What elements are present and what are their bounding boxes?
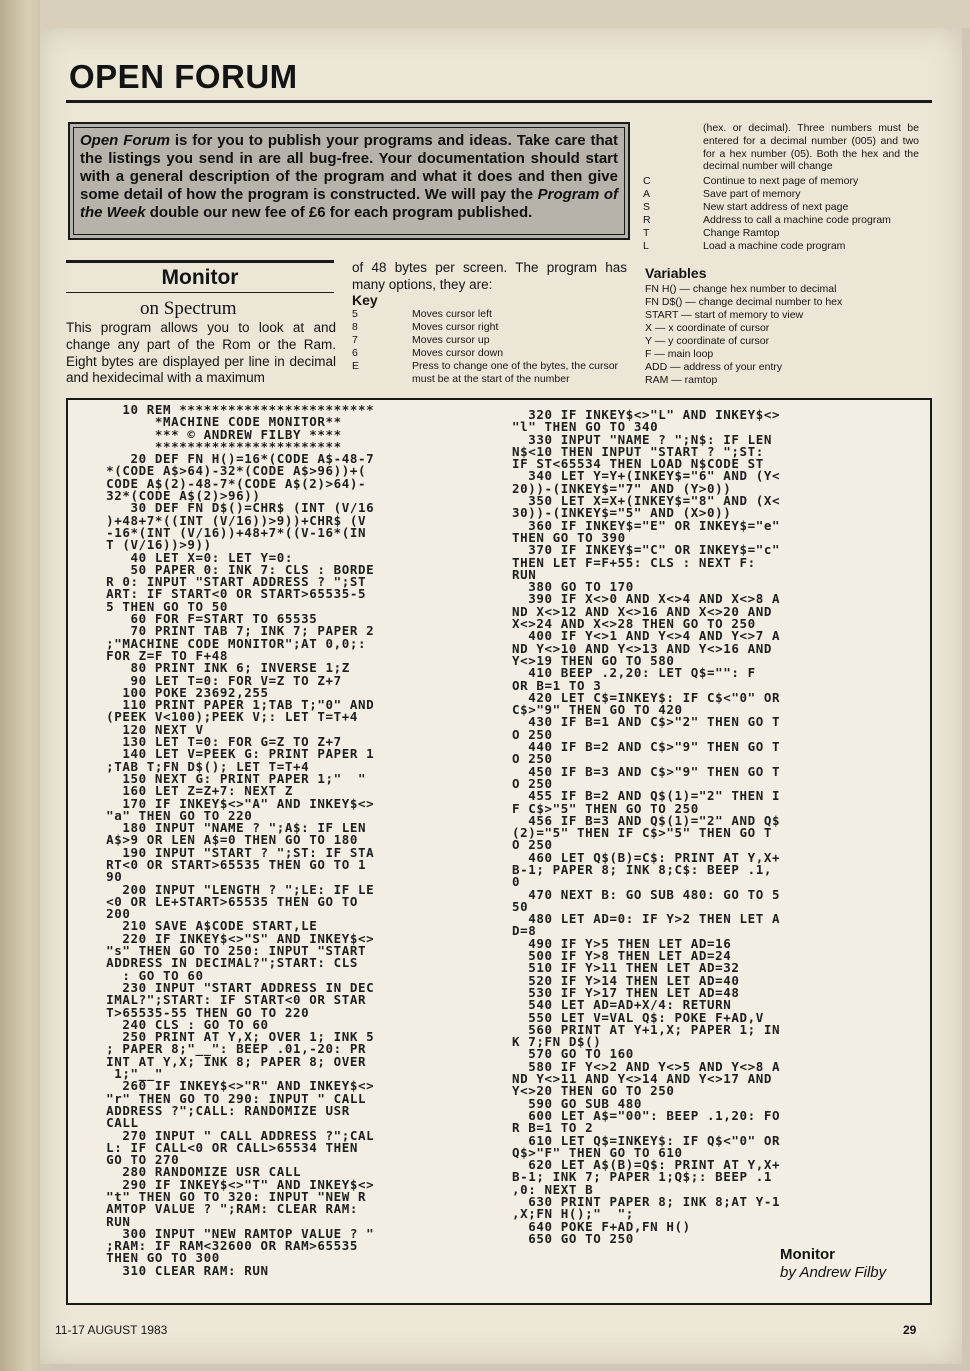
page-number: 29 (903, 1323, 917, 1337)
variable-row: Y — y coordinate of cursor (645, 335, 770, 347)
command-key: C (643, 175, 651, 187)
key-desc: Moves cursor down (412, 347, 504, 359)
key-desc: Moves cursor up (412, 334, 490, 346)
listing-line: 390 IF X<>0 AND X<>4 AND X<>8 A (512, 591, 781, 607)
variable-row: ADD — address of your entry (645, 361, 783, 373)
intro-box (68, 122, 630, 240)
command-row (643, 188, 800, 201)
listing-line: 50 PAPER 0: INK 7: CLS : BORDE (98, 561, 375, 577)
listing-line: 300 INPUT "NEW RAMTOP VALUE ? " (98, 1225, 375, 1241)
signature-title: Monitor (780, 1246, 835, 1263)
listing-line: O 250 (512, 726, 553, 742)
listing-line: D=8 (512, 923, 537, 939)
listing-line: 420 LET C$=INKEY$: IF C$<"0" OR (512, 689, 781, 705)
listing-line: "a" THEN GO TO 220 (98, 807, 253, 823)
listing-line: 32*(CODE A$(2)>96)) (98, 488, 261, 504)
listing-line: B-1; INK 7; PAPER 1;Q$;: BEEP .1 (512, 1169, 773, 1185)
command-key: L (643, 239, 649, 252)
listing-line: RUN (98, 1213, 131, 1229)
listing-line: ND Y<>11 AND Y<>14 AND Y<>17 AND (512, 1071, 773, 1087)
listing-line: Y<>19 THEN GO TO 580 (512, 652, 675, 668)
listing-line: 540 LET AD=AD+X/4: RETURN (512, 997, 732, 1013)
listing-line: FOR Z=F TO F+48 (98, 647, 229, 663)
key-code: E (352, 360, 360, 372)
listing-line: Q$>"F" THEN GO TO 610 (512, 1144, 683, 1160)
listing-line: 450 IF B=3 AND C$>"9" THEN GO T (512, 763, 781, 779)
commands-intro: (hex. or decimal). Three numbers must be entered for a decimal number (005) and two for a hex number (05). Both the hex and the decimal number will change (703, 122, 919, 173)
article-title: Monitor (161, 266, 239, 289)
listing-line: : GO TO 60 (98, 967, 204, 983)
command-desc: Continue to next page of memory (703, 175, 859, 187)
listing-line: 240 CLS : GO TO 60 (98, 1016, 269, 1032)
variable-row: RAM — ramtop (645, 374, 718, 386)
intro-text-b: double our new fee of £6 for each program published. (145, 204, 533, 221)
listing-line: 650 GO TO 250 (512, 1230, 634, 1246)
listing-line: N$<10 THEN INPUT "START ? ";ST: (512, 443, 764, 459)
listing-line: 490 IF Y>5 THEN LET AD=16 (512, 935, 732, 951)
listing-line: THEN GO TO 300 (98, 1250, 220, 1266)
command-row (643, 240, 845, 253)
listing-line: ;"MACHINE CODE MONITOR";AT 0,0;: (98, 635, 367, 651)
command-desc: Load a machine code program (703, 239, 846, 252)
listing-line: T (V/16))>9)) (98, 537, 212, 553)
listing-line: 90 LET T=0: FOR V=Z TO Z+7 (98, 672, 342, 688)
listing-line: F C$>"5" THEN GO TO 250 (512, 800, 699, 816)
listing-line: 200 INPUT "LENGTH ? ";LE: IF LE (98, 881, 375, 897)
key-code: 6 (352, 347, 358, 359)
listing-line: 500 IF Y>8 THEN LET AD=24 (512, 948, 732, 964)
listing-line: 610 LET Q$=INKEY$: IF Q$<"0" OR (512, 1132, 781, 1148)
intro-text-a: is for you to publish your programs and ideas. Take care that the listings you send in are all bug-free. Your documentation should start with a general description of the program and what it does and then give some detail of how the program is constructed. We will pay the (80, 132, 619, 203)
listing-line: 340 LET Y=Y+(INKEY$="6" AND (Y< (512, 468, 781, 484)
listing-left-column (98, 404, 374, 1277)
listing-line: 320 IF INKEY$<>"L" AND INKEY$<> (512, 407, 781, 422)
listing-line: 410 BEEP .2,20: LET Q$="": F (512, 665, 756, 681)
listing-line: K 7;FN D$() (512, 1034, 602, 1050)
listing-line: GO TO 270 (98, 1152, 180, 1168)
key-code: 7 (352, 334, 358, 346)
listing-line: C$>"9" THEN GO TO 420 (512, 702, 683, 718)
listing-line: 30 DEF FN D$()=CHR$ (INT (V/16 (98, 500, 375, 516)
command-row (643, 214, 891, 227)
command-desc: Address to call a machine code program (703, 213, 891, 226)
command-key: A (643, 187, 651, 200)
listing-line: "l" THEN GO TO 340 (512, 419, 659, 435)
listing-line: ;RAM: IF RAM<32600 OR RAM>65535 (98, 1238, 359, 1254)
article-rule-bottom (66, 292, 334, 293)
listing-line: 180 INPUT "NAME ? ";A$: IF LEN (98, 820, 367, 836)
listing-line: 310 CLEAR RAM: RUN (98, 1262, 269, 1278)
listing-line: INT AT Y,X; INK 8; PAPER 8; OVER (98, 1053, 367, 1069)
listing-line: THEN LET F=F+55: CLS : NEXT F: (512, 554, 756, 570)
listing-line: CALL (98, 1115, 139, 1131)
article-subtitle: on Spectrum (140, 298, 237, 319)
listing-line: 140 LET V=PEEK G: PRINT PAPER 1 (98, 746, 375, 762)
command-row (643, 175, 858, 188)
listing-line: 630 PRINT PAPER 8; INK 8;AT Y-1 (512, 1194, 781, 1209)
listing-line: 470 NEXT B: GO SUB 480: GO TO 5 (512, 886, 781, 902)
listing-line: 170 IF INKEY$<>"A" AND INKEY$<> (98, 795, 375, 811)
variable-row: X — x coordinate of cursor (645, 322, 770, 334)
listing-line: ND X<>12 AND X<>16 AND X<>20 AND (512, 603, 773, 619)
listing-line: 210 SAVE A$CODE START,LE (98, 918, 318, 934)
command-desc: Save part of memory (703, 187, 801, 200)
listing-line: 270 INPUT " CALL ADDRESS ?";CAL (98, 1127, 375, 1143)
listing-line: 130 LET T=0: FOR G=Z TO Z+7 (98, 734, 342, 750)
variable-row: FN H() — change hex number to decimal (645, 283, 837, 295)
listing-line: 120 NEXT V (98, 721, 204, 737)
listing-line: 200 (98, 906, 131, 922)
key-code: 8 (352, 321, 358, 333)
listing-line: 570 GO TO 160 (512, 1046, 634, 1062)
listing-line: 460 LET Q$(B)=C$: PRINT AT Y,X+ (512, 849, 781, 865)
command-key: R (643, 213, 651, 226)
listing-line: 330 INPUT "NAME ? ";N$: IF LEN (512, 431, 773, 447)
listing-line: *(CODE A$>64)-32*(CODE A$>96))+( (98, 463, 367, 479)
listing-line: *** © ANDREW FILBY **** (98, 426, 342, 442)
listing-line: ADDRESS ?";CALL: RANDOMIZE USR (98, 1102, 350, 1118)
listing-line: ADDRESS IN DECIMAL?";START: CLS (98, 955, 359, 971)
listing-line: 100 POKE 23692,255 (98, 684, 269, 700)
footer-date: 11-17 AUGUST 1983 (55, 1323, 168, 1337)
listing-line: *MACHINE CODE MONITOR** (98, 414, 342, 430)
key-table-title: Key (352, 292, 378, 308)
listing-line: *********************** (98, 438, 342, 454)
listing-line: X<>24 AND X<>28 THEN GO TO 250 (512, 616, 756, 632)
key-row (352, 321, 627, 334)
listing-line: ,0: NEXT B (512, 1181, 594, 1197)
listing-line: 455 IF B=2 AND Q$(1)="2" THEN I (512, 788, 781, 804)
listing-line: THEN GO TO 390 (512, 529, 626, 545)
listing-line: B-1; PAPER 8; INK 8;C$: BEEP .1, (512, 861, 773, 877)
listing-line: 160 LET Z=Z+7: NEXT Z (98, 783, 294, 799)
listing-line: 280 RANDOMIZE USR CALL (98, 1164, 302, 1180)
listing-line: 290 IF INKEY$<>"T" AND INKEY$<> (98, 1176, 375, 1192)
variable-row: F — main loop (645, 348, 714, 360)
key-row (352, 308, 627, 321)
listing-line: O 250 (512, 775, 553, 791)
command-desc: Change Ramtop (703, 226, 780, 239)
article-rule-top (66, 260, 334, 263)
listing-line: 260 IF INKEY$<>"R" AND INKEY$<> (98, 1078, 375, 1094)
listing-line: 40 LET X=0: LET Y=0: (98, 549, 294, 565)
listing-line: 80 PRINT INK 6; INVERSE 1;Z (98, 660, 350, 676)
listing-line: -16*(INT (V/16))+48+7*((V-16*(IN (98, 524, 367, 540)
listing-line: 590 GO SUB 480 (512, 1095, 643, 1111)
listing-right-column (512, 409, 780, 1245)
page-spine-shadow (0, 0, 40, 1371)
listing-line: 230 INPUT "START ADDRESS IN DEC (98, 979, 375, 995)
key-row (352, 360, 627, 386)
key-row (352, 334, 627, 347)
listing-line: IF ST<65534 THEN LOAD N$CODE ST (512, 456, 764, 472)
variable-row: FN D$() — change decimal number to hex (645, 296, 843, 308)
listing-line: (2)="5" THEN IF C$>"5" THEN GO T (512, 825, 773, 841)
listing-line: T>65535-55 THEN GO TO 220 (98, 1004, 310, 1020)
listing-line: 360 IF INKEY$="E" OR INKEY$="e" (512, 517, 781, 533)
listing-line: 190 INPUT "START ? ";ST: IF STA (98, 844, 375, 860)
listing-line: )+48+7*((INT (V/16))>9))+CHR$ (V (98, 512, 367, 528)
listing-line: RUN (512, 566, 537, 582)
variable-row: START — start of memory to view (645, 309, 804, 321)
listing-line: IMAL?";START: IF START<0 OR STAR (98, 992, 367, 1008)
listing-line: 30))-(INKEY$="5" AND (X>0)) (512, 505, 732, 521)
listing-line: CODE A$(2)-48-7*(CODE A$(2)>64)- (98, 475, 367, 491)
listing-line: 430 IF B=1 AND C$>"2" THEN GO T (512, 714, 781, 730)
section-title: OPEN FORUM (69, 58, 298, 95)
listing-line: 70 PRINT TAB 7; INK 7; PAPER 2 (98, 623, 375, 639)
key-code: 5 (352, 308, 358, 320)
command-key: T (643, 226, 650, 239)
listing-line: O 250 (512, 751, 553, 767)
listing-line: L: IF CALL<0 OR CALL>65534 THEN (98, 1139, 359, 1155)
listing-line: 5 THEN GO TO 50 (98, 598, 229, 614)
listing-line: 250 PRINT AT Y,X; OVER 1; INK 5 (98, 1029, 375, 1045)
top-margin (40, 0, 970, 28)
listing-line: 530 IF Y>17 THEN LET AD=48 (512, 984, 740, 1000)
listing-line: 510 IF Y>11 THEN LET AD=32 (512, 960, 740, 976)
listing-line: 110 PRINT PAPER 1;TAB T;"0" AND (98, 697, 375, 713)
listing-line: 550 LET V=VAL Q$: POKE F+AD,V (512, 1009, 764, 1025)
signature-author: by Andrew Filby (780, 1264, 887, 1281)
listing-line: 380 GO TO 170 (512, 579, 634, 595)
listing-line: (PEEK V<100);PEEK V;: LET T=T+4 (98, 709, 359, 725)
listing-line: 50 (512, 898, 529, 914)
listing-line: ART: IF START<0 OR START>65535-5 (98, 586, 367, 602)
key-desc: Moves cursor right (412, 321, 499, 333)
variables-title: Variables (645, 265, 707, 281)
listing-line: 10 REM ************************ (98, 402, 375, 417)
listing-line: 400 IF Y<>1 AND Y<>4 AND Y<>7 A (512, 628, 781, 644)
listing-line: 1;"__" (98, 1066, 164, 1082)
listing-line: 560 PRINT AT Y+1,X; PAPER 1; IN (512, 1021, 781, 1037)
listing-line: ND Y<>10 AND Y<>13 AND Y<>16 AND (512, 640, 773, 656)
key-row (352, 347, 627, 360)
listing-line: R B=1 TO 2 (512, 1120, 594, 1136)
listing-line: OR B=1 TO 3 (512, 677, 602, 693)
listing-line: 90 (98, 869, 123, 885)
article-body-col1: This program allows you to look at and change any part of the Rom or the Ram. Eight bytes are displayed per line in decimal and hexidecimal with a maximum (66, 320, 336, 386)
command-row (643, 227, 779, 240)
listing-line: 20))-(INKEY$="7" AND (Y>0)) (512, 480, 732, 496)
listing-line: "t" THEN GO TO 320: INPUT "NEW R (98, 1189, 367, 1204)
intro-open-forum: Open Forum (80, 132, 170, 149)
key-desc: Moves cursor left (412, 308, 492, 320)
listing-line: 640 POKE F+AD,FN H() (512, 1218, 691, 1234)
command-row (643, 201, 848, 214)
listing-line: 620 LET A$(B)=Q$: PRINT AT Y,X+ (512, 1157, 781, 1173)
listing-line: 0 (512, 874, 521, 890)
listing-line: ,X;FN H();" "; (512, 1206, 634, 1222)
listing-line: 600 LET A$="00": BEEP .1,20: FO (512, 1107, 781, 1123)
listing-line: RT<0 OR START>65535 THEN GO TO 1 (98, 856, 367, 872)
listing-line: A$>9 OR LEN A$=0 THEN GO TO 180 (98, 832, 359, 848)
listing-line: ;TAB T;FN D$(); LET T=T+4 (98, 758, 310, 774)
title-rule (66, 100, 932, 103)
listing-line: 440 IF B=2 AND C$>"9" THEN GO T (512, 739, 781, 755)
article-body-col2: of 48 bytes per screen. The program has many options, they are: (352, 260, 627, 292)
listing-line: O 250 (512, 837, 553, 853)
intro-text (73, 127, 625, 235)
intro-program-of-week: Program of the Week (80, 186, 618, 221)
listing-line: Y<>20 THEN GO TO 250 (512, 1083, 675, 1099)
listing-line: 20 DEF FN H()=16*(CODE A$-48-7 (98, 451, 375, 467)
listing-line: 60 FOR F=START TO 65535 (98, 611, 318, 627)
listing-line: 220 IF INKEY$<>"S" AND INKEY$<> (98, 930, 375, 946)
command-key: S (643, 200, 651, 213)
listing-line: 150 NEXT G: PRINT PAPER 1;" " (98, 770, 367, 786)
listing-line: <0 OR LE+START>65535 THEN GO TO (98, 893, 359, 909)
listing-line: AMTOP VALUE ? ";RAM: CLEAR RAM: (98, 1201, 359, 1217)
listing-line: 520 IF Y>14 THEN LET AD=40 (512, 972, 740, 988)
listing-line: "s" THEN GO TO 250: INPUT "START (98, 943, 367, 959)
listing-line: R 0: INPUT "START ADDRESS ? ";ST (98, 574, 367, 590)
listing-line: "r" THEN GO TO 290: INPUT " CALL (98, 1090, 367, 1106)
listing-line: 350 LET X=X+(INKEY$="8" AND (X< (512, 493, 781, 509)
listing-line: 580 IF Y<>2 AND Y<>5 AND Y<>8 A (512, 1058, 781, 1074)
listing-line: 480 LET AD=0: IF Y>2 THEN LET A (512, 911, 781, 927)
listing-line: 370 IF INKEY$="C" OR INKEY$="c" (512, 542, 781, 558)
listing-line: ; PAPER 8;"__": BEEP .01,-20: PR (98, 1041, 367, 1057)
listing-line: 456 IF B=3 AND Q$(1)="2" AND Q$ (512, 812, 781, 828)
command-desc: New start address of next page (703, 200, 849, 213)
key-desc: Press to change one of the bytes, the cursor must be at the start of the number (412, 360, 619, 385)
